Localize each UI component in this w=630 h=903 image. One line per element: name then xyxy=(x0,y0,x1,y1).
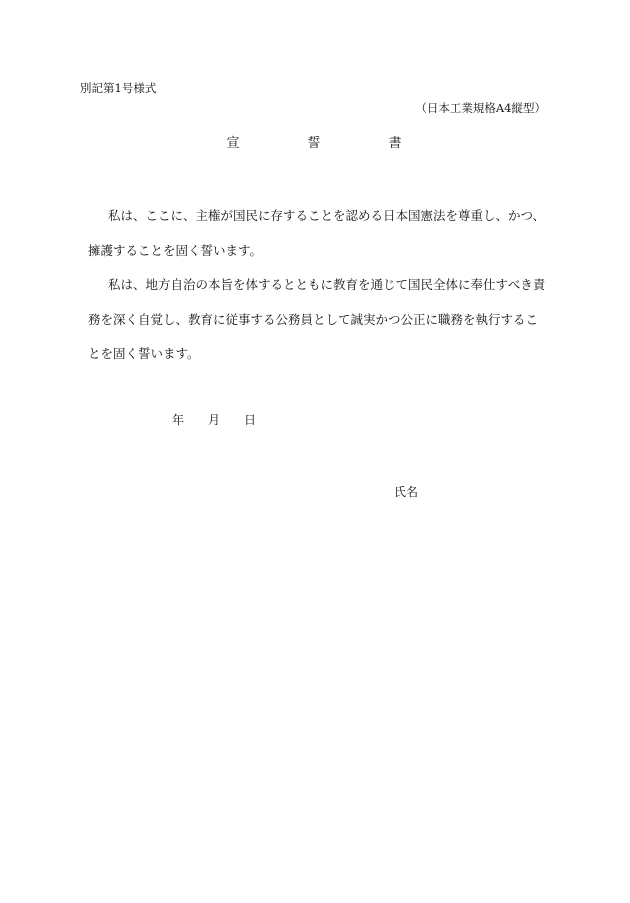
date-year-label: 年 xyxy=(172,413,185,427)
title-char-2: 誓 xyxy=(307,136,321,151)
oath-paragraph-education: 私は、地方自治の本旨を体するとともに教育を通じて国民全体に奉仕すべき責務を深く自覚し、教育に従事する公務員として誠実かつ公正に職務を執行することを固く誓います。 xyxy=(88,277,546,361)
oath-body xyxy=(88,199,550,372)
title-char-3: 書 xyxy=(388,136,402,151)
signature-name-label: 氏名 xyxy=(394,485,419,499)
paper-size-note: （日本工業規格A4縦型） xyxy=(415,101,546,115)
date-line xyxy=(172,411,256,428)
document-title xyxy=(226,132,402,151)
form-number-label: 別記第1号様式 xyxy=(80,81,157,95)
date-day-label: 日 xyxy=(244,413,257,427)
title-char-1: 宣 xyxy=(226,136,240,151)
oath-paragraph-constitution: 私は、ここに、主権が国民に存することを認める日本国憲法を尊重し、かつ、擁護することを固く誓います。 xyxy=(88,208,546,258)
date-month-label: 月 xyxy=(208,413,221,427)
